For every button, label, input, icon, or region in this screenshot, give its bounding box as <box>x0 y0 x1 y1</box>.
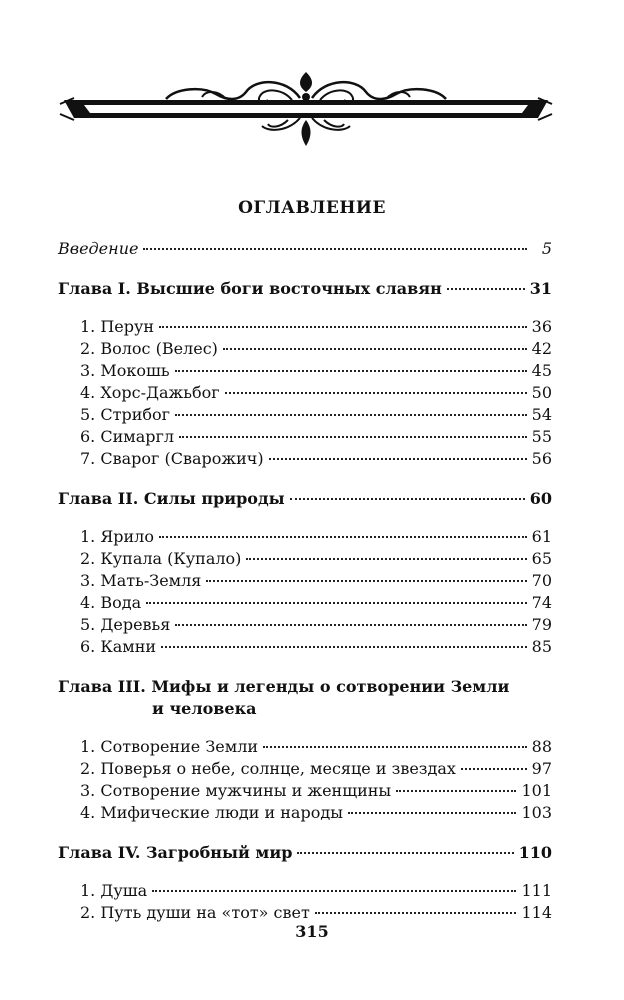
dot-leader <box>143 248 527 250</box>
dot-leader <box>175 414 527 416</box>
toc-entry-page: 45 <box>531 361 552 380</box>
dot-leader <box>179 436 527 438</box>
dot-leader <box>223 348 527 350</box>
toc-entry[interactable] <box>58 780 552 802</box>
toc-entry[interactable] <box>58 802 552 824</box>
toc-entry-label: 3. Мать-Земля <box>80 571 202 590</box>
toc-chapter[interactable] <box>58 676 552 698</box>
toc-entry-page: 114 <box>521 903 552 922</box>
toc-entry[interactable] <box>58 426 552 448</box>
toc-entry-page: 56 <box>531 449 552 468</box>
toc-entry[interactable] <box>58 902 552 924</box>
toc-entry-label: 4. Хорс-Дажьбог <box>80 383 220 402</box>
toc-entry-label: 5. Стрибог <box>80 405 170 424</box>
toc-entry[interactable] <box>58 614 552 636</box>
dot-leader <box>175 624 526 626</box>
toc-entry-page: 101 <box>521 781 552 800</box>
toc-entry-label: 3. Мокошь <box>80 361 170 380</box>
toc-entry-page: 55 <box>531 427 552 446</box>
toc-entry-page: 42 <box>531 339 552 358</box>
toc-entry-label: 4. Вода <box>80 593 142 612</box>
toc-entry-label: 2. Поверья о небе, солнце, месяце и звездах <box>80 759 456 778</box>
dot-leader <box>396 790 516 792</box>
toc-entry[interactable] <box>58 548 552 570</box>
toc-entry[interactable] <box>58 404 552 426</box>
toc-entry[interactable] <box>58 526 552 548</box>
toc-entry[interactable] <box>58 592 552 614</box>
toc-chapter-page: 31 <box>529 279 552 298</box>
dot-leader <box>206 580 526 582</box>
toc-chapter[interactable] <box>58 278 552 300</box>
dot-leader <box>246 558 526 560</box>
toc-entry[interactable] <box>58 758 552 780</box>
toc-entry-label: 1. Сотворение Земли <box>80 737 259 756</box>
toc-entry-label: 2. Волос (Велес) <box>80 339 218 358</box>
toc-chapter-label: Глава IV. Загробный мир <box>58 843 293 862</box>
dot-leader <box>269 458 527 460</box>
dot-leader <box>152 890 516 892</box>
toc-entry-label: 6. Камни <box>80 637 157 656</box>
toc-entry-label: 5. Деревья <box>80 615 171 634</box>
toc-chapter[interactable] <box>58 842 552 864</box>
toc-entry-label: Введение <box>58 239 139 258</box>
toc-entry[interactable] <box>58 570 552 592</box>
toc-entry-page: 5 <box>541 239 552 258</box>
dot-leader <box>297 852 513 854</box>
toc-entry-label: 4. Мифические люди и народы <box>80 803 343 822</box>
toc-entry[interactable] <box>58 736 552 758</box>
dot-leader <box>461 768 527 770</box>
toc-entry-label: 6. Симаргл <box>80 427 175 446</box>
dot-leader <box>290 498 525 500</box>
toc-chapter[interactable] <box>58 488 552 510</box>
toc-entry[interactable] <box>58 316 552 338</box>
dot-leader <box>159 326 527 328</box>
toc-chapter-label: Глава II. Силы природы <box>58 489 285 508</box>
dot-leader <box>159 536 527 538</box>
toc-chapter-label: Глава I. Высшие боги восточных славян <box>58 279 442 298</box>
toc-chapter-page: 110 <box>518 843 552 862</box>
toc-entry[interactable] <box>58 382 552 404</box>
toc-entry-label: 1. Перун <box>80 317 155 336</box>
dot-leader <box>447 288 525 290</box>
toc-entry-intro[interactable] <box>58 238 552 260</box>
dot-leader <box>146 602 527 604</box>
page-number: 315 <box>295 922 329 941</box>
dot-leader <box>348 812 517 814</box>
toc-entry-page: 88 <box>531 737 552 756</box>
toc-entry-page: 36 <box>531 317 552 336</box>
toc-entry[interactable] <box>58 338 552 360</box>
toc-entry[interactable] <box>58 636 552 658</box>
toc-entry-page: 61 <box>531 527 552 546</box>
toc-entry-page: 85 <box>531 637 552 656</box>
toc-entry[interactable] <box>58 448 552 470</box>
toc-chapter-page: 60 <box>529 489 552 508</box>
table-of-contents <box>58 238 552 924</box>
dot-leader <box>175 370 527 372</box>
toc-entry-page: 74 <box>531 593 552 612</box>
toc-entry-page: 103 <box>521 803 552 822</box>
toc-entry-page: 54 <box>531 405 552 424</box>
toc-entry-page: 111 <box>521 881 552 900</box>
toc-entry-page: 97 <box>531 759 552 778</box>
toc-entry-label: 3. Сотворение мужчины и женщины <box>80 781 392 800</box>
ornamental-header-icon <box>56 70 556 150</box>
toc-entry-page: 65 <box>531 549 552 568</box>
dot-leader <box>263 746 527 748</box>
toc-entry[interactable] <box>58 880 552 902</box>
toc-entry-page: 70 <box>531 571 552 590</box>
toc-entry[interactable] <box>58 360 552 382</box>
toc-entry-label: 1. Душа <box>80 881 148 900</box>
toc-chapter-label-continued: и человека <box>152 699 257 718</box>
page-title: ОГЛАВЛЕНИЕ <box>238 198 386 218</box>
toc-entry-label: 7. Сварог (Сварожич) <box>80 449 264 468</box>
toc-entry-label: 2. Путь души на «тот» свет <box>80 903 310 922</box>
toc-entry-label: 2. Купала (Купало) <box>80 549 242 568</box>
dot-leader <box>225 392 527 394</box>
toc-entry-page: 50 <box>531 383 552 402</box>
toc-entry-label: 1. Ярило <box>80 527 154 546</box>
toc-entry-page: 79 <box>531 615 552 634</box>
dot-leader <box>315 912 517 914</box>
toc-chapter-label: Глава III. Мифы и легенды о сотворении Земли <box>58 677 510 696</box>
dot-leader <box>161 646 527 648</box>
